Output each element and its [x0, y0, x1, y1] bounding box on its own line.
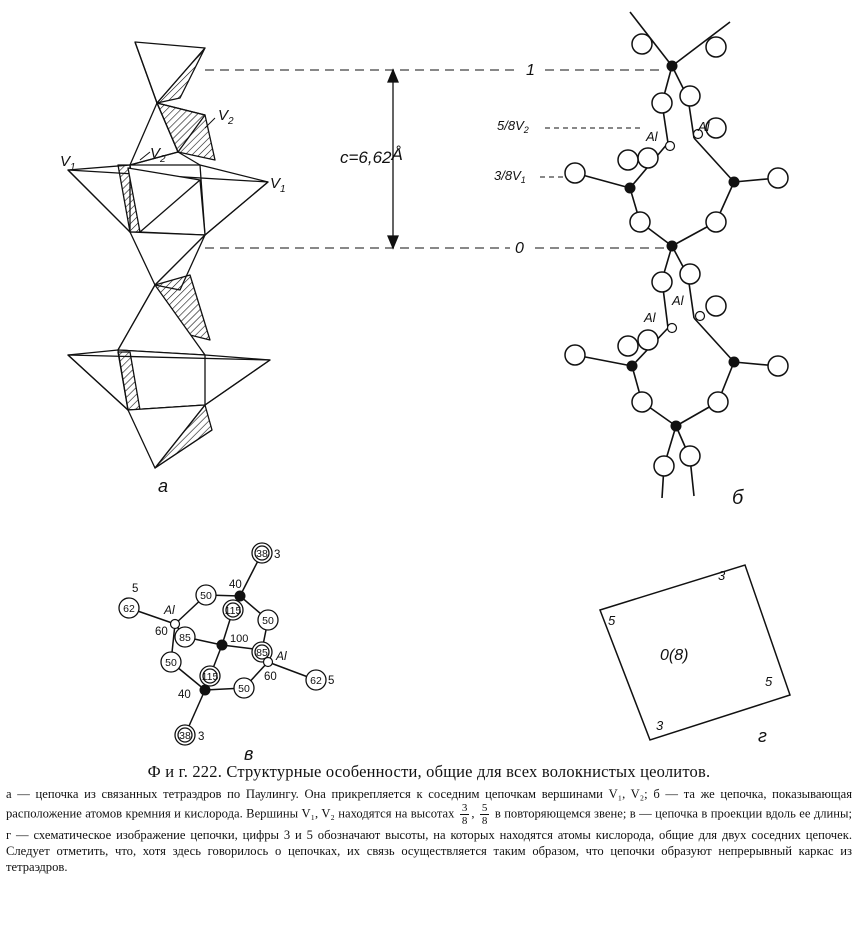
label-v2-middle: $V_2$ [150, 145, 166, 165]
svg-text:60: 60 [264, 671, 277, 683]
svg-text:50: 50 [165, 657, 177, 669]
svg-text:85: 85 [256, 647, 268, 659]
svg-text:115: 115 [201, 671, 219, 683]
corner-5-right: 5 [765, 674, 773, 689]
caption-text-part2: в повторяющемся звене; в — цепочка в проекции вдоль ее длины; г — схематическое изображение цепочки, цифры 3 и 5 обозначают высоты, на которых находятся атомы кислорода, общие для двух соседних цепочек. Следует отметить, что, хотя здесь говорилось о цепочках, их связь осуществляется таким образом, что цепочки образуют непрерывный каркас из тетраэдров. [6, 806, 852, 874]
caption-text-part1: а — цепочка из связанных тетраэдров по Паулингу. Она прикрепляется к соседним цепочкам вершинами V₁, V₂; б — та же цепочка, показывающая расположение атомов кремния и кислорода. Вершины V₁, V₂ находятся на высотах [6, 787, 852, 821]
projection-center-100: 100 [230, 633, 249, 645]
chain-schematic-square [600, 565, 790, 740]
svg-text:50: 50 [262, 615, 274, 627]
al-label-3: Al [644, 310, 656, 325]
svg-text:5: 5 [328, 675, 335, 687]
level-1-label: 1 [526, 62, 535, 79]
corner-3-bottom: 3 [656, 718, 664, 733]
panel-v-label: в [244, 744, 254, 760]
al-label-1: Al [646, 129, 658, 144]
fraction-5-8: $\frac{5}{8}$ [481, 802, 488, 827]
level-0-label: 0 [515, 240, 524, 257]
label-v2-upper: $V_2$ [218, 107, 234, 127]
projection-al-2: Al [276, 649, 287, 663]
silicon-atoms [625, 61, 740, 432]
corner-5-left: 5 [608, 613, 616, 628]
corner-3-top: 3 [718, 568, 726, 583]
tetrahedra-chain-drawing [68, 42, 270, 468]
panel-a-label: a [158, 476, 169, 496]
svg-text:50: 50 [238, 683, 250, 695]
svg-text:115: 115 [224, 605, 242, 617]
svg-text:60: 60 [155, 626, 168, 638]
svg-text:50: 50 [200, 590, 212, 602]
svg-text:40: 40 [178, 689, 191, 701]
al-label-4: Al [672, 293, 684, 308]
square-center-label: 0(8) [660, 647, 689, 664]
figure-caption-title: Ф и г. 222. Структурные особенности, общие для всех волокнистых цеолитов. [147, 762, 711, 781]
svg-text:3: 3 [274, 549, 281, 561]
svg-text:62: 62 [123, 603, 135, 615]
label-v1-left: $V_1$ [60, 153, 76, 173]
svg-text:3: 3 [198, 731, 205, 743]
projection-al-1: Al [164, 603, 175, 617]
label-v1-right: $V_1$ [270, 175, 286, 195]
panel-g-label: г [758, 726, 767, 746]
height-3-8-v1-label: $3/8V_1$ [494, 168, 526, 185]
height-5-8-v2-label: $5/8V_2$ [497, 118, 529, 135]
figure-caption-body: а — цепочка из связанных тетраэдров по Паулингу. Она прикрепляется к соседним цепочкам вершинами V₁, V₂; б — та же цепочка, показывающая расположение атомов кремния и кислорода. Вершины V₁, V₂ находятся на высотах $\frac{3}{8}$ , $\frac{5}{8}$ в повторяющемся звене; в — цепочка в проекции вдоль ее длины; г — схематическое изображение цепочки, цифры 3 и 5 обозначают высоты, на которых находятся атомы кислорода, общие для двух соседних цепочек. Следует отметить, что, хотя здесь говорилось о цепочках, их связь осуществляется таким образом, что цепочки образуют непрерывный каркас из тетраэдров. [6, 787, 852, 874]
panel-b-label: б [732, 487, 744, 509]
c-lattice-label: c=6,62Å [340, 145, 403, 167]
al-label-2: Al [698, 119, 710, 134]
svg-text:40: 40 [229, 579, 242, 591]
svg-text:85: 85 [179, 632, 191, 644]
svg-text:5: 5 [132, 583, 139, 595]
svg-text:62: 62 [310, 675, 322, 687]
svg-text:38: 38 [256, 548, 268, 560]
fraction-3-8: $\frac{3}{8}$ [461, 802, 468, 827]
svg-text:38: 38 [179, 730, 191, 742]
